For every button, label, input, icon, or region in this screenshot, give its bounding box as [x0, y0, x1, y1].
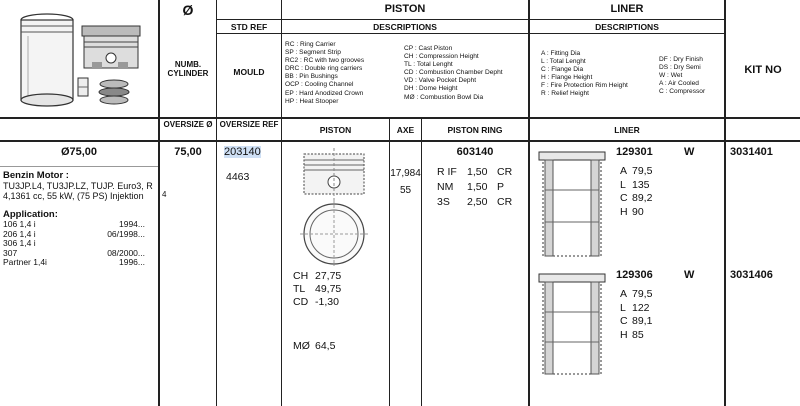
col-divider: [281, 0, 282, 406]
col-divider: [158, 0, 160, 406]
legend-item: RC2 : RC with two grooves: [285, 57, 365, 65]
list-item: [437, 165, 525, 180]
spec-row: [620, 165, 652, 179]
application-list: [3, 220, 145, 268]
spec-key: L: [620, 178, 626, 191]
app-year: 1994...: [119, 219, 145, 229]
row-divider: [530, 19, 724, 20]
legend-item: HP : Heat Stooper: [285, 97, 339, 105]
app-model: Partner 1,4i: [3, 257, 47, 267]
spec-row: [293, 283, 387, 296]
legend-item: F : Fire Protection Rim Height: [541, 82, 628, 90]
oversize-value: 75,00: [174, 146, 202, 158]
piston-ring-col-header: PISTON RING: [447, 125, 503, 135]
kit-number: 3031406: [730, 269, 773, 281]
legend-item: RC : Ring Carrier: [285, 41, 336, 48]
cylinder-count: 4: [162, 190, 167, 199]
spec-row: [620, 329, 652, 343]
ring-type: CR: [497, 166, 513, 178]
legend-item: BB : Pin Bushings: [285, 73, 338, 81]
legend-item: EP : Hard Anodized Crown: [285, 89, 364, 97]
row-divider: [216, 19, 528, 20]
engine-title: Benzin Motor :: [3, 170, 69, 181]
piston-legend-left: [285, 41, 403, 106]
spec-row: [620, 206, 652, 220]
ring-code: R IF: [437, 166, 457, 178]
row-divider: [0, 166, 158, 167]
list-item: [437, 180, 525, 195]
kit-number: 3031401: [730, 146, 773, 158]
spec-row: [620, 179, 652, 193]
legend-item: TL : Total Lenght: [404, 61, 453, 69]
ring-list: [437, 165, 525, 210]
legend-item: CD : Combustion Chamber Depht: [404, 69, 503, 77]
legend-item: CH : Compression Height: [404, 53, 479, 61]
spec-value: 64,5: [315, 340, 336, 352]
oversize-ref-value: 4463: [226, 171, 250, 183]
piston-legend-right: [404, 45, 528, 102]
piston-col-header: PISTON: [319, 125, 352, 135]
piston-drawing: [296, 148, 372, 266]
spec-key: H: [620, 328, 628, 341]
axe-value: 17,984: [390, 168, 421, 179]
col-divider: [389, 118, 390, 406]
ring-size: 1,50: [467, 166, 488, 178]
list-item: [3, 258, 145, 268]
std-ref-header: STD REF: [230, 22, 268, 32]
liner-type: W: [684, 146, 695, 158]
spec-key: C: [620, 315, 628, 327]
spec-key: CH: [293, 270, 309, 282]
spec-row: [620, 288, 652, 302]
liner-title: LINER: [610, 3, 644, 15]
spec-value: 122: [632, 301, 650, 314]
spec-key: H: [620, 205, 628, 218]
std-ref-text[interactable]: 203140: [224, 146, 261, 158]
spec-value: 89,2: [632, 192, 653, 204]
ring-code: 3S: [437, 196, 450, 208]
spec-key: A: [620, 165, 628, 177]
spec-value: 79,5: [632, 288, 653, 300]
legend-item: L : Total Lenght: [541, 58, 586, 66]
list-item: [437, 195, 525, 210]
spec-value: 79,5: [632, 165, 653, 177]
ring-ref: 603140: [456, 146, 494, 158]
liner-col-header: LINER: [614, 125, 640, 135]
row-divider: [0, 117, 800, 119]
spec-value: 27,75: [315, 270, 342, 282]
ring-size: 1,50: [467, 181, 488, 193]
app-model: 306 1,4 i: [3, 238, 36, 248]
legend-item: MØ : Combustion Bowl Dia: [404, 93, 484, 101]
spec-key: L: [620, 301, 626, 314]
col-divider: [216, 118, 217, 406]
legend-item: SP : Segment Strip: [285, 49, 341, 57]
legend-item: A : Air Cooled: [659, 80, 699, 88]
ring-type: CR: [497, 196, 513, 208]
legend-item: C : Compressor: [659, 88, 706, 96]
legend-item: R : Relief Height: [541, 90, 590, 98]
spec-value: 85: [632, 328, 644, 341]
app-year: 08/2000...: [107, 247, 145, 258]
row-divider: [0, 140, 800, 142]
row-divider: [217, 33, 528, 34]
ring-type: P: [497, 181, 505, 193]
legend-item: A : Fitting Dia: [541, 50, 581, 57]
app-model: 307: [3, 247, 18, 258]
liner-drawing: [537, 272, 607, 378]
ring-code: NM: [437, 181, 454, 193]
app-year: 06/1998...: [107, 228, 145, 239]
kit-illustration: [10, 6, 150, 114]
col-divider: [528, 0, 530, 406]
spec-value: 49,75: [315, 283, 342, 295]
application-title: Application:: [3, 209, 58, 220]
spec-value: 90: [632, 205, 644, 218]
liner-descriptions-header: DESCRIPTIONS: [595, 22, 659, 32]
liner-legend-right: [659, 56, 725, 96]
liner-type: W: [684, 269, 695, 281]
liner-specs: [620, 165, 652, 219]
piston-descriptions-header: DESCRIPTIONS: [373, 22, 437, 32]
liner-legend-left: [541, 50, 657, 99]
numb-cylinder-header: NUMB. CYLINDER: [167, 60, 209, 78]
spec-key: TL: [293, 283, 306, 295]
app-year: 1996...: [119, 257, 145, 267]
spec-row: [620, 192, 652, 206]
engine-desc: TU3JP.L4, TU3JP.LZ, TUJP. Euro3, R 4,1361 cc, 55 kW, (75 PS) Injektion: [3, 181, 153, 201]
legend-item: CP : Cast Piston: [404, 45, 453, 52]
app-model: 106 1,4 i: [3, 219, 36, 229]
col-divider: [421, 118, 422, 406]
diameter-value: Ø75,00: [60, 146, 98, 158]
std-ref-value[interactable]: [224, 146, 261, 158]
spec-key: A: [620, 288, 628, 300]
piston-specs: [293, 270, 387, 309]
oversize-dia-header: OVERSIZE Ø: [163, 120, 213, 129]
legend-item: DRC : Double ring carriers: [285, 65, 363, 73]
spec-row: [293, 296, 387, 309]
legend-item: OCP : Cooling Channel: [285, 81, 354, 89]
legend-item: C : Flange Dia: [541, 66, 584, 74]
kit-no-header: KIT NO: [744, 64, 782, 76]
mould-header: MOULD: [233, 67, 265, 77]
diameter-header: Ø: [182, 2, 194, 18]
ring-size: 2,50: [467, 196, 488, 208]
bowl-spec: [293, 340, 335, 352]
spec-row: [620, 315, 652, 329]
liner-ref: 129306: [616, 269, 653, 281]
engine-block: [3, 170, 155, 268]
axe-col-header: AXE: [396, 125, 415, 135]
row-divider: [530, 33, 724, 34]
liner-specs: [620, 288, 652, 342]
spec-value: 135: [632, 178, 650, 191]
spec-value: 89,1: [632, 315, 653, 327]
axe-values: [390, 165, 421, 199]
piston-title: PISTON: [384, 3, 426, 15]
legend-item: DS : Dry Semi: [659, 64, 701, 72]
oversize-ref-header: OVERSIZE REF: [219, 120, 279, 129]
spec-row: [293, 270, 387, 283]
spec-row: [620, 302, 652, 316]
axe-value: 55: [399, 185, 412, 196]
liner-ref: 129301: [616, 146, 653, 158]
liner-drawing: [537, 150, 607, 260]
spec-key: CD: [293, 296, 309, 308]
app-model: 206 1,4 i: [3, 228, 36, 239]
legend-item: DF : Dry Finish: [659, 56, 703, 63]
spec-key: MØ: [293, 340, 310, 352]
legend-item: W : Wet: [659, 72, 683, 80]
spec-key: C: [620, 192, 628, 204]
legend-item: DH : Dome Height: [404, 85, 458, 93]
legend-item: VD : Valve Pocket Depht: [404, 77, 477, 85]
legend-item: H : Flange Height: [541, 74, 593, 82]
spec-value: -1,30: [315, 296, 339, 308]
